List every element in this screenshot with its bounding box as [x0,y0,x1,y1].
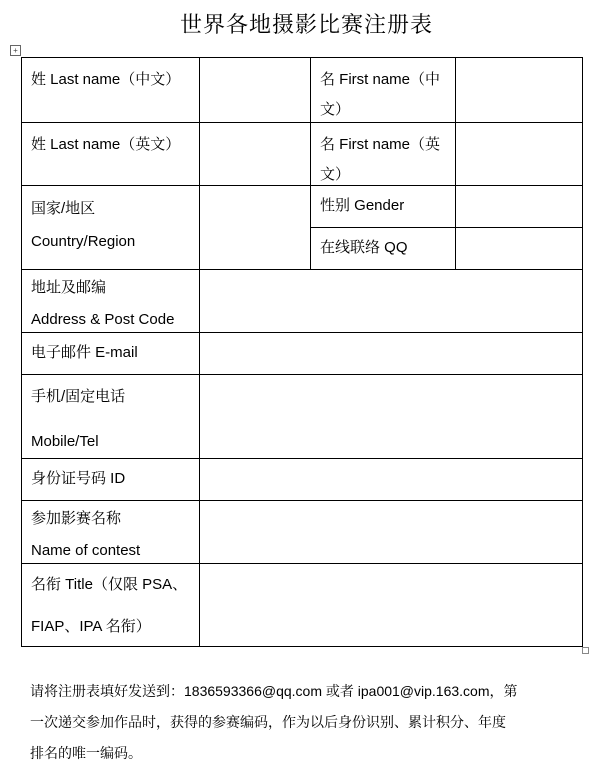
label-text: FIAP、IPA 名衔） [31,618,151,635]
label-qq [310,227,456,270]
label-text: 在线联络 QQ [320,239,408,256]
label-text: 手机/固定电话 [31,388,126,405]
label-country [21,185,200,270]
label-honor [21,563,200,647]
label-text: 文） [320,101,351,118]
footer-line: 一次递交参加作品时，获得的参赛编码，作为以后身份识别、累计积分、年度 [30,714,506,730]
label-text: Name of contest [31,542,141,559]
input-country[interactable] [199,185,311,270]
label-surname-en [21,122,200,186]
label-text: 性别 Gender [320,197,405,214]
input-firstname-en[interactable] [455,122,583,186]
table-move-handle-icon[interactable]: + [10,45,21,56]
label-firstname-en [310,122,456,186]
label-text: Mobile/Tel [31,433,99,450]
label-text: 姓 Last name（中文） [31,71,181,88]
input-honor[interactable] [199,563,583,647]
table-resize-handle[interactable] [582,647,589,654]
input-gender[interactable] [455,185,583,228]
label-text: 文） [320,166,351,183]
label-text: 名 First name（英 [320,136,441,153]
label-text: 身份证号码 ID [31,470,126,487]
footer-line: 请将注册表填好发送到：1836593366@qq.com 或者 ipa001@vip.163.com，第 [30,683,518,699]
input-surname-cn[interactable] [199,57,311,123]
input-mobile[interactable] [199,374,583,459]
label-text: 名 First name（中 [320,71,441,88]
label-text: 名衔 Title（仅限 PSA、 [31,576,188,593]
label-text: 姓 Last name（英文） [31,136,181,153]
label-text: Country/Region [31,233,136,250]
form-title: 世界各地摄影比赛注册表 [179,13,433,38]
footer-line: 排名的唯一编码。 [30,745,142,761]
label-surname-cn [21,57,200,123]
input-contest[interactable] [199,500,583,564]
label-email [21,332,200,375]
label-text: 参加影赛名称 [31,510,122,527]
input-address[interactable] [199,269,583,333]
input-email[interactable] [199,332,583,375]
input-surname-en[interactable] [199,122,311,186]
label-mobile [21,374,200,459]
input-id[interactable] [199,458,583,501]
label-text: 电子邮件 E-mail [31,344,138,361]
footer-note [30,676,590,769]
label-text: 国家/地区 [31,200,96,217]
input-qq[interactable] [455,227,583,270]
label-contest [21,500,200,564]
label-text: Address & Post Code [31,311,175,328]
label-address [21,269,200,333]
label-firstname-cn [310,57,456,123]
label-id [21,458,200,501]
label-text: 地址及邮编 [31,279,107,296]
label-gender [310,185,456,228]
input-firstname-cn[interactable] [455,57,583,123]
